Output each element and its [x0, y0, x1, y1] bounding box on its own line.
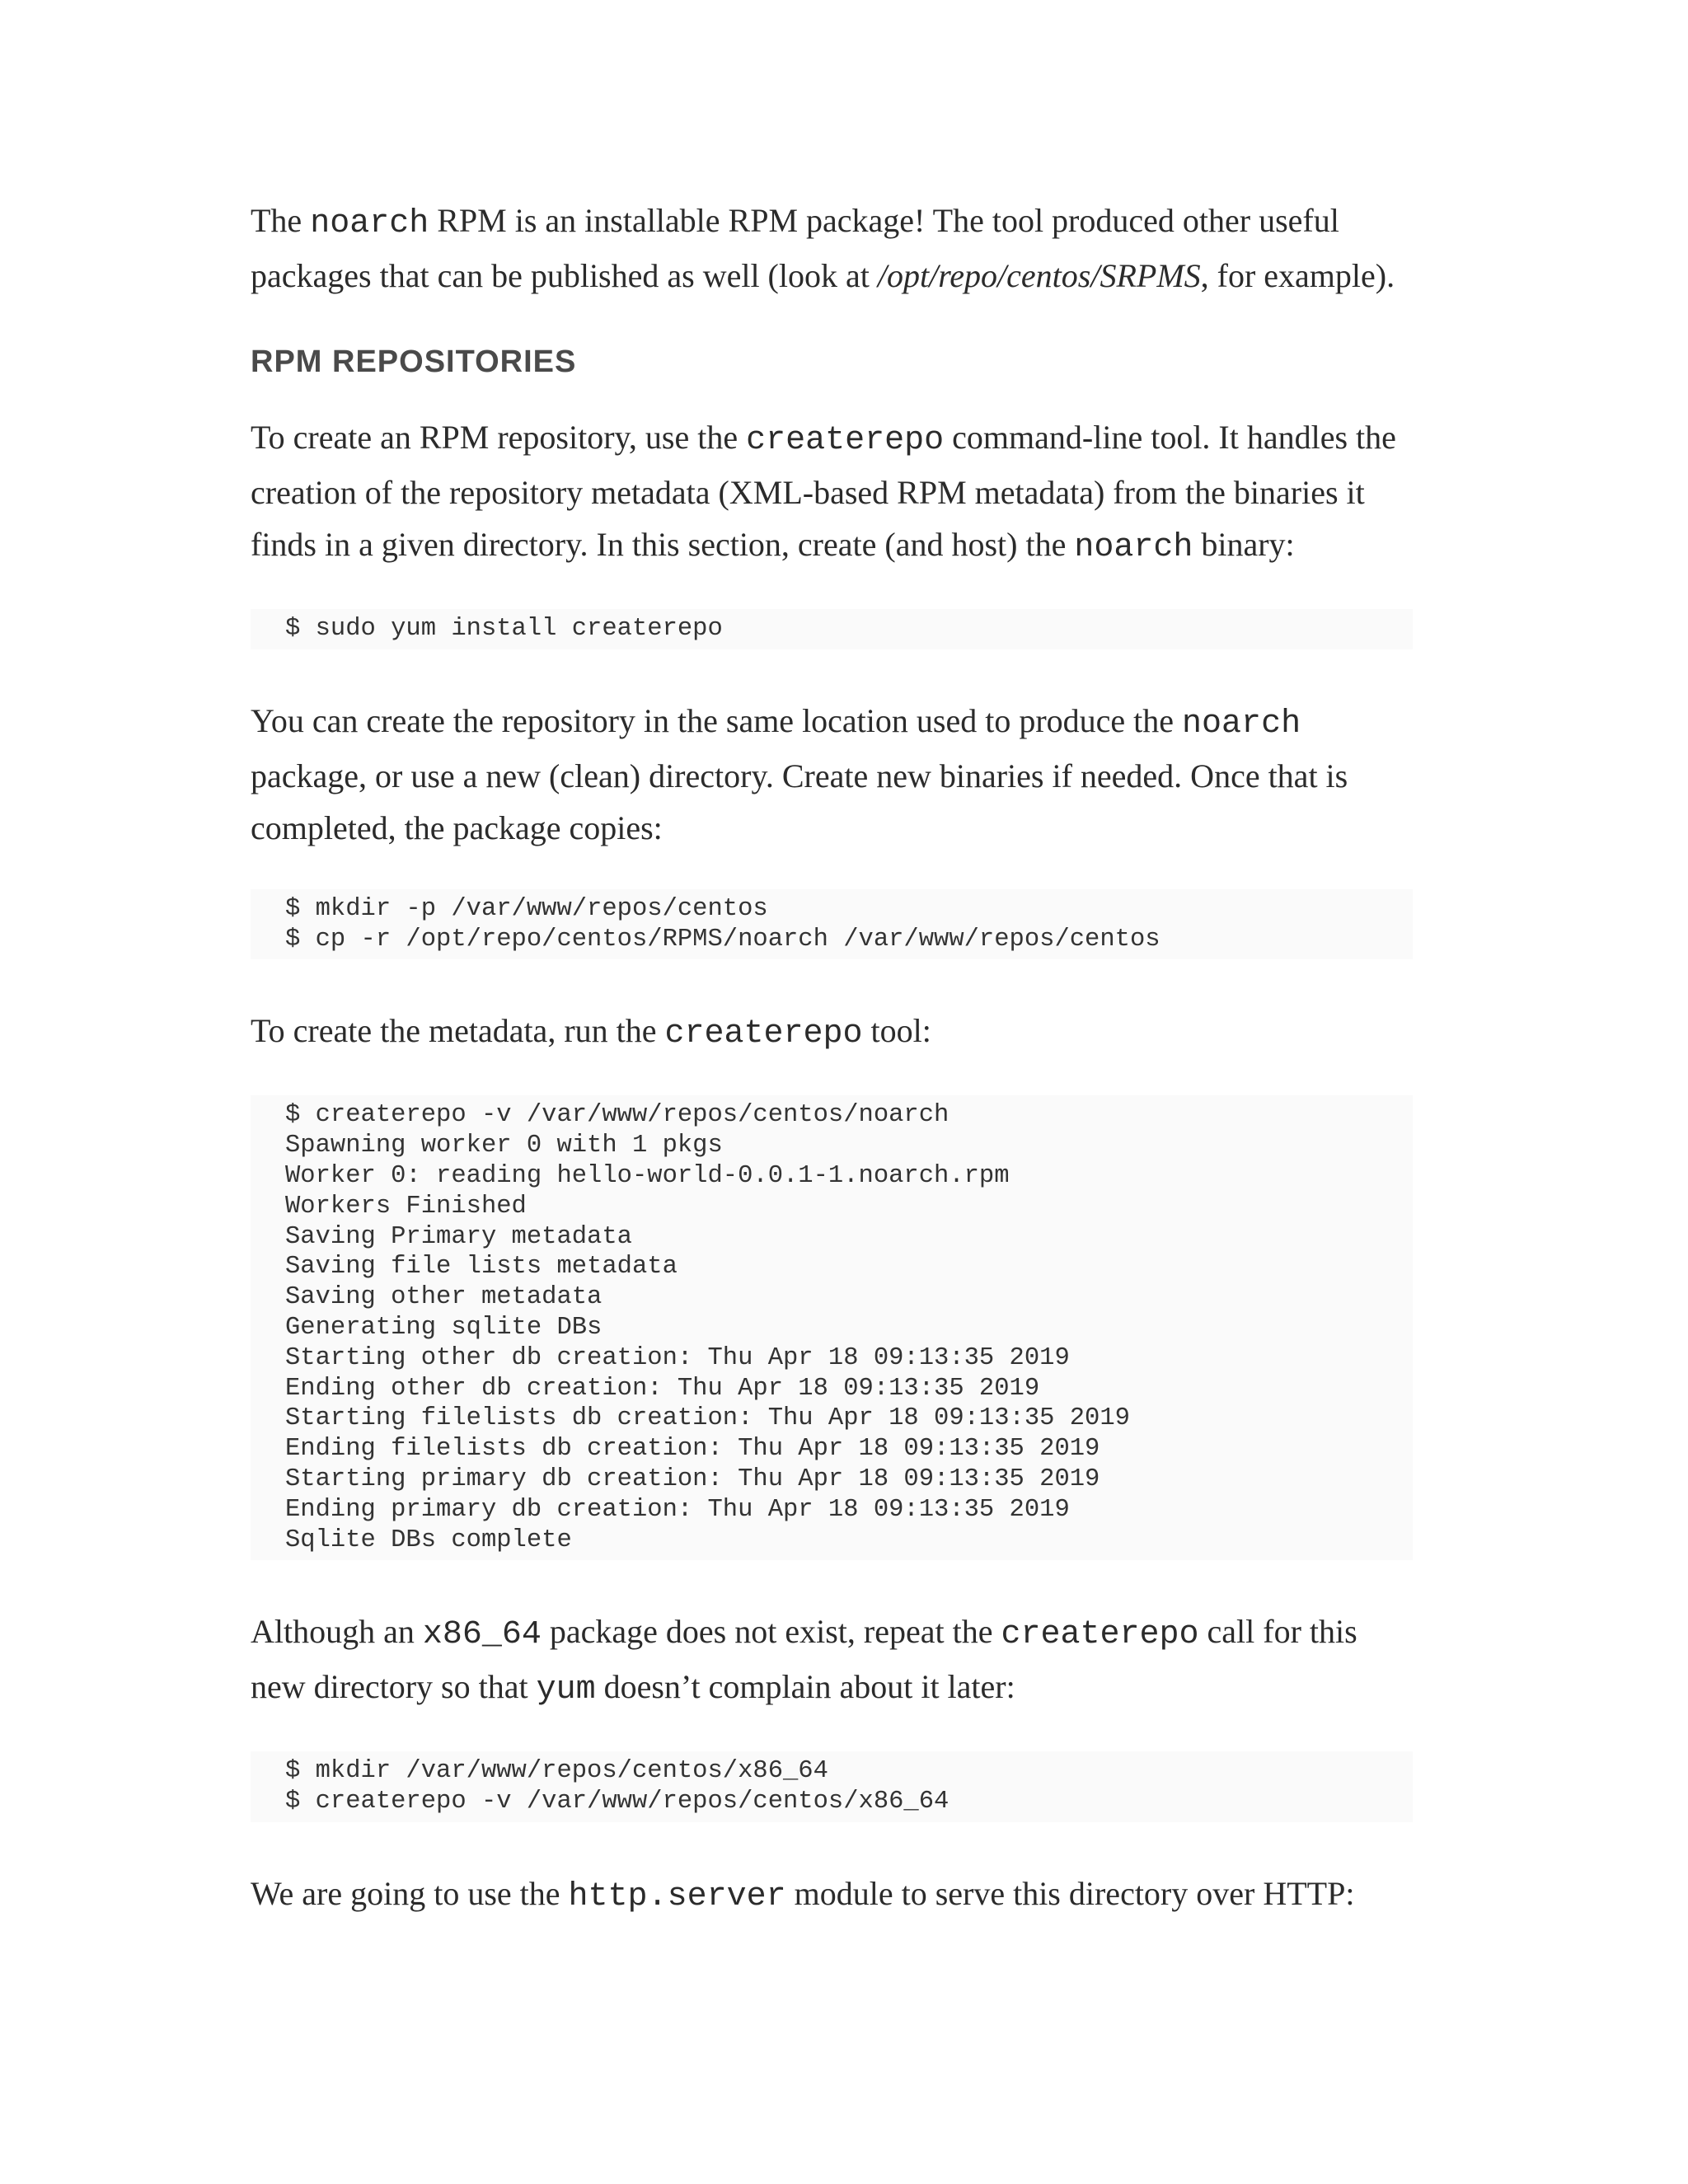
text: module to serve this directory over HTTP: — [785, 1874, 1355, 1912]
code-block-copy — [251, 889, 1413, 960]
http-server-paragraph — [251, 1868, 1413, 1923]
text: doesn’t complain about it later: — [595, 1668, 1015, 1706]
inline-code-x86-64: x86_64 — [422, 1616, 542, 1654]
createrepo-intro-paragraph — [251, 411, 1413, 574]
code-line: Starting other db creation: Thu Apr 18 09:13:35 2019 — [285, 1343, 1070, 1372]
code-line: Ending filelists db creation: Thu Apr 18 09:13:35 2019 — [285, 1435, 1100, 1464]
text: package, or use a new (clean) directory. Create new binaries if needed. Once that is completed, the package copies: — [251, 757, 1348, 846]
code-block-createrepo-output — [251, 1095, 1413, 1560]
code-line: $ mkdir /var/www/repos/centos/x86_64 — [285, 1757, 828, 1786]
code-line: Saving other metadata — [285, 1283, 603, 1312]
code-line: Ending primary db creation: Thu Apr 18 09:13:35 2019 — [285, 1495, 1070, 1524]
code-line: Worker 0: reading hello-world-0.0.1-1.noarch.rpm — [285, 1161, 1010, 1190]
inline-code-yum: yum — [536, 1671, 596, 1709]
code-block-x86 — [251, 1751, 1413, 1822]
srpms-path: /opt/repo/centos/SRPMS — [877, 257, 1201, 294]
code-line: $ createrepo -v /var/www/repos/centos/noarch — [285, 1101, 950, 1130]
code-line: Generating sqlite DBs — [285, 1313, 603, 1342]
text: tool: — [862, 1012, 931, 1050]
code-line: Starting primary db creation: Thu Apr 18 09:13:35 2019 — [285, 1465, 1100, 1493]
intro-paragraph — [251, 194, 1413, 302]
metadata-paragraph — [251, 1005, 1413, 1060]
text: The — [251, 202, 311, 239]
code-line: Spawning worker 0 with 1 pkgs — [285, 1132, 723, 1160]
code-line: Sqlite DBs complete — [285, 1526, 572, 1554]
code-line: Ending other db creation: Thu Apr 18 09:13:35 2019 — [285, 1374, 1040, 1403]
inline-code-createrepo: createrepo — [746, 422, 945, 459]
code-line: Saving file lists metadata — [285, 1253, 678, 1282]
document-page — [251, 194, 1413, 1958]
text: RPM is an installable RPM package! The tool produced other useful packages that can be published as well (look at — [251, 202, 1339, 294]
code-line: $ cp -r /opt/repo/centos/RPMS/noarch /var/www/repos/centos — [285, 925, 1160, 954]
text: command-line tool. It handles the creation of the repository metadata (XML-based RPM metadata) from the binaries it finds in a given directory. In this section, create (and host) the — [251, 419, 1396, 563]
code-line: Saving Primary metadata — [285, 1222, 632, 1251]
section-heading: RPM REPOSITORIES — [251, 344, 577, 379]
text: , for example). — [1200, 257, 1395, 294]
code-line: Workers Finished — [285, 1192, 527, 1221]
text: We are going to use the — [251, 1874, 569, 1912]
inline-code-noarch: noarch — [1182, 705, 1301, 743]
inline-code-http-server: http.server — [568, 1877, 786, 1915]
inline-code-createrepo: createrepo — [664, 1015, 863, 1053]
inline-code-noarch: noarch — [1074, 529, 1193, 566]
inline-code-createrepo: createrepo — [1001, 1616, 1199, 1654]
repository-location-paragraph — [251, 695, 1413, 854]
inline-code-noarch: noarch — [310, 205, 429, 242]
x86-paragraph — [251, 1605, 1413, 1716]
code-line: $ mkdir -p /var/www/repos/centos — [285, 894, 768, 923]
text: You can create the repository in the same location used to produce the — [251, 701, 1183, 739]
text: Although an — [251, 1613, 423, 1651]
code-line: Starting filelists db creation: Thu Apr 18 09:13:35 2019 — [285, 1404, 1130, 1433]
text: To create the metadata, run the — [251, 1012, 665, 1050]
text: call for this new directory so that — [251, 1613, 1357, 1706]
code-line: $ sudo yum install createrepo — [285, 615, 723, 643]
text: To create an RPM repository, use the — [251, 419, 747, 456]
code-block-install — [251, 609, 1413, 649]
text: package does not exist, repeat the — [541, 1613, 1001, 1651]
text: binary: — [1193, 526, 1295, 563]
code-line: $ createrepo -v /var/www/repos/centos/x86_64 — [285, 1788, 950, 1816]
